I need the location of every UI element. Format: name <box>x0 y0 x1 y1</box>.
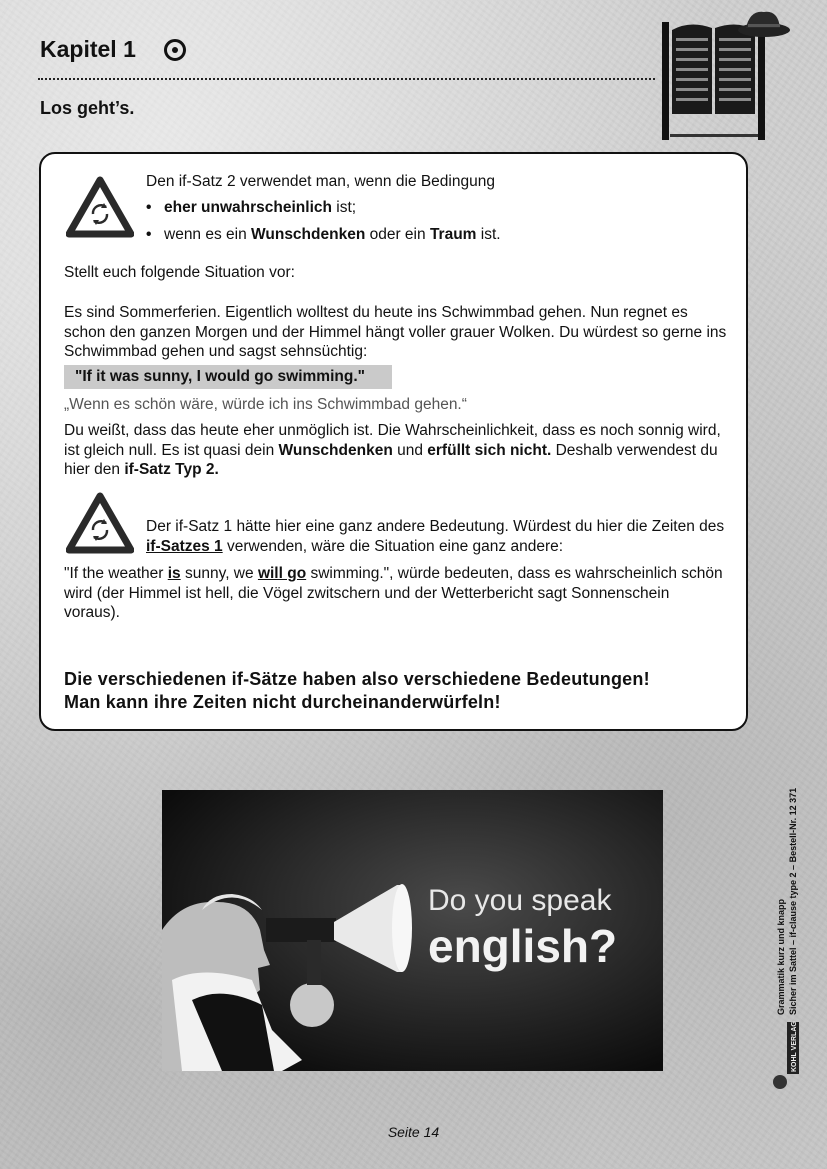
photo-line-2: english? <box>428 920 618 972</box>
condition-list <box>146 198 501 252</box>
saloon-door-icon <box>660 8 792 142</box>
quote-translation: „Wenn es schön wäre, würde ich ins Schwimmbad gehen.“ <box>64 396 467 413</box>
warning-icon <box>66 492 134 554</box>
publisher-sidebar <box>764 760 824 1090</box>
conclusion-line: Man kann ihre Zeiten nicht durcheinanderwürfeln! <box>64 692 501 712</box>
if1-example: "If the weather is sunny, we will go swimming.", würde bedeuten, dass es wahrscheinlich schön wird (der Himmel ist hell, die Vögel zwitschern und der Wetterbericht sagt Sonnenschein voraus). <box>64 565 723 621</box>
list-item: • wenn es ein Wunschdenken oder ein Traum ist. <box>146 225 501 252</box>
situation-intro: Stellt euch folgende Situation vor: <box>64 264 295 281</box>
publisher-logo-icon <box>773 1075 787 1089</box>
explanation-text: Du weißt, dass das heute eher unmöglich ist. Die Wahrscheinlichkeit, dass es noch sonnig wird, ist gleich null. Es ist quasi dein Wunschdenken und erfüllt sich nicht. Deshalb verwendest du hier den if-Satz Typ 2. <box>64 422 721 478</box>
photo-line-1: Do you speak <box>428 884 612 917</box>
if1-text: Der if-Satz 1 hätte hier eine ganz andere Bedeutung. Würdest du hier die Zeiten des if-Satzes 1 verwenden, wäre die Situation eine ganz andere: <box>146 518 725 555</box>
sidebar-line-1: Grammatik kurz und knapp <box>776 898 786 1015</box>
situation-text: Es sind Sommerferien. Eigentlich wolltest du heute ins Schwimmbad gehen. Nun regnet es schon den ganzen Morgen und der Himmel hängt voller grauer Wolken. Du würdest so gerne ins Schwimmbad gehen und sagst sehnsüchtig: <box>64 304 727 360</box>
conclusion <box>64 668 729 714</box>
info-card <box>39 152 748 731</box>
chapter-title: Kapitel 1 <box>40 36 136 62</box>
intro-text: Den if-Satz 2 verwendet man, wenn die Bedingung <box>146 173 495 190</box>
page-number: Seite 14 <box>387 1124 440 1140</box>
section-subtitle: Los geht’s. <box>40 98 135 118</box>
sidebar-line-2: Sicher im Sattel – if-clause type 2 – Bestell-Nr. 12 371 <box>788 787 798 1015</box>
conclusion-line: Die verschiedenen if-Sätze haben also verschiedene Bedeutungen! <box>64 669 650 689</box>
target-icon <box>164 39 186 61</box>
example-quote: "If it was sunny, I would go swimming." <box>75 368 365 385</box>
publisher-logo-text: KOHL VERLAG <box>791 1021 798 1072</box>
warning-icon <box>66 176 134 238</box>
dotted-divider <box>38 78 655 80</box>
list-item: • eher unwahrscheinlich ist; <box>146 198 501 225</box>
megaphone-photo <box>162 790 663 1071</box>
